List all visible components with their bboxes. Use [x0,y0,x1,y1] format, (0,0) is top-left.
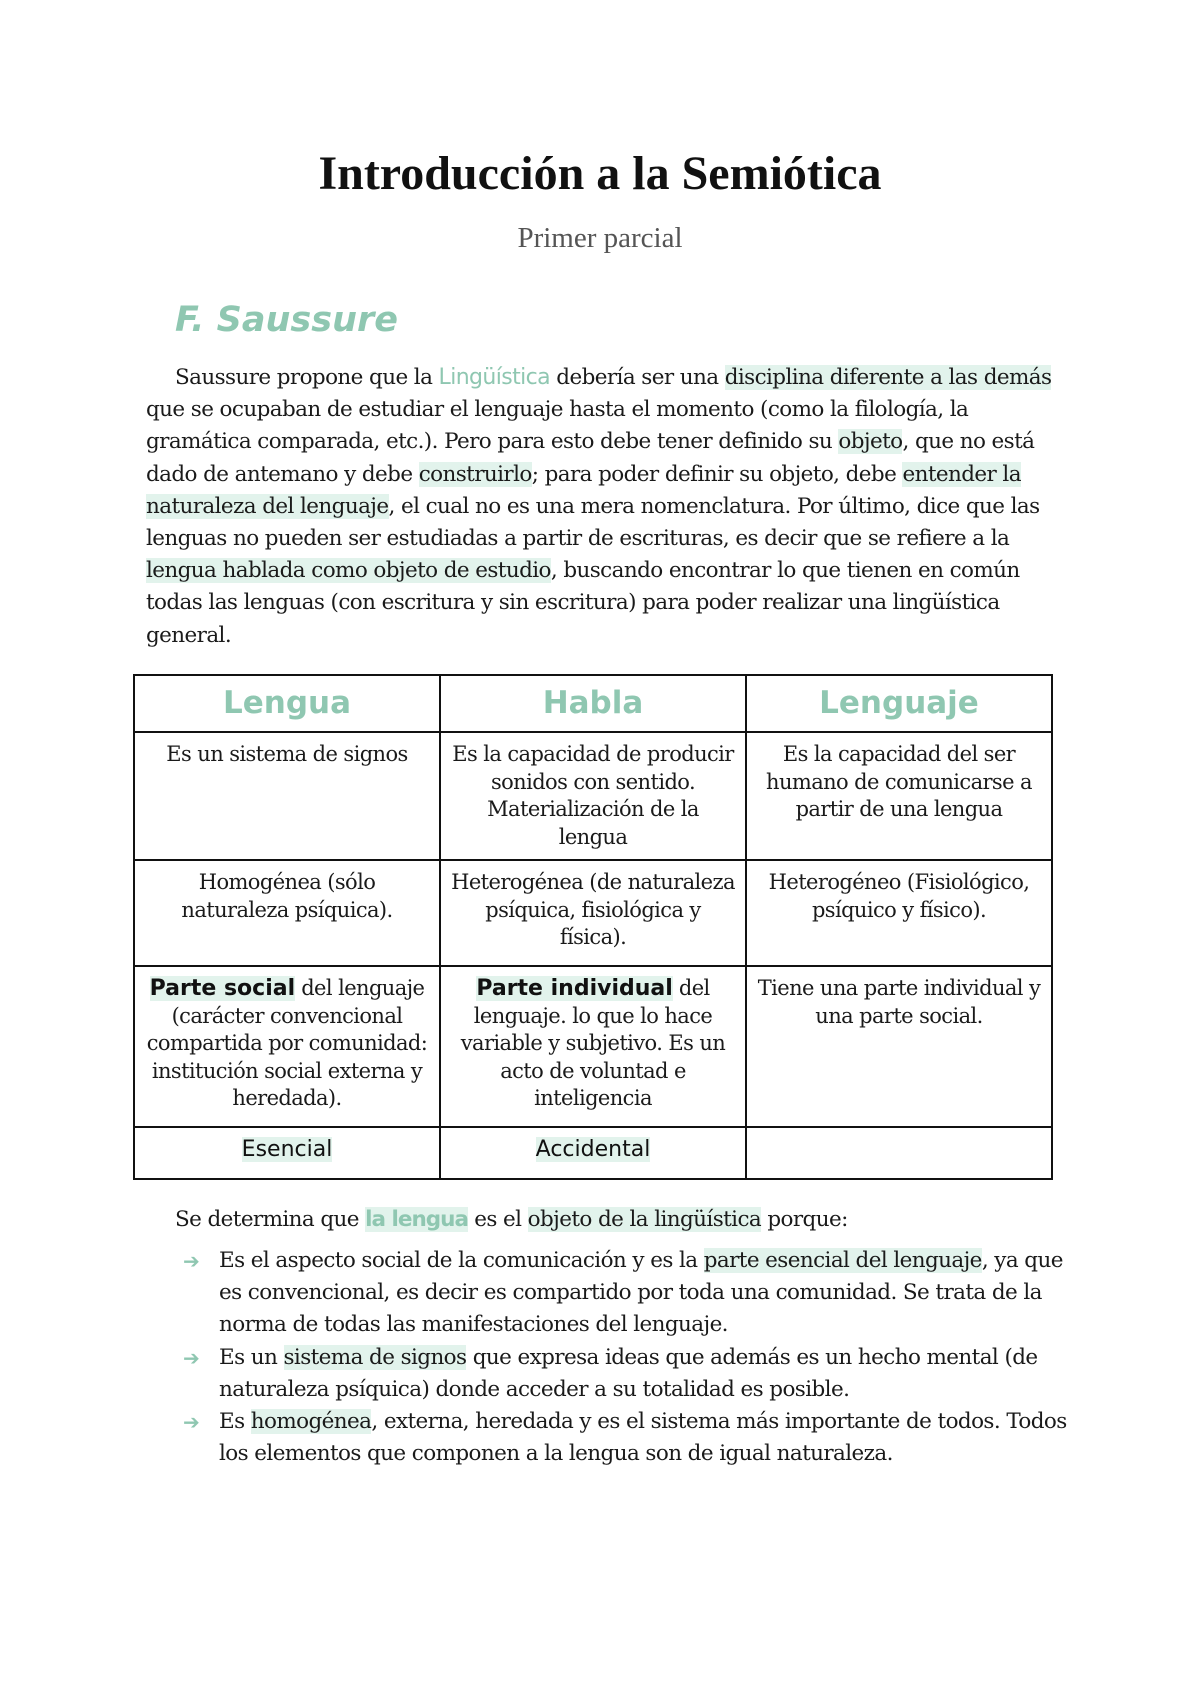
term-linguistica: Lingüística [438,365,551,390]
reasons-list [180,1245,1070,1470]
highlight-accidental: Accidental [535,1137,651,1162]
para-text-7: , buscando encontrar lo que tienen en común todas las lenguas (con escritura y sin escritura) para poder realizar una lingüística general. [146,558,1020,648]
para-text-3: que se ocupaban de estudiar el lenguaje hasta el momento (como la filología, la gramática comparada, etc.). Pero para esto debe tener definido su [146,397,969,455]
para-text-6: , el cual no es una mera nomenclatura. Por último, dice que las lenguas no pueden ser estudiadas a partir de escrituras, es decir que se refiere a la [146,493,1040,552]
highlight-disciplina: disciplina diferente a las demás [724,365,1052,390]
cell-lengua-parte [134,966,440,1127]
section-heading: F. Saussure [175,300,398,340]
cell-habla-naturaleza: Heterogénea (de naturaleza psíquica, fisiológica y física). [440,860,746,966]
table-row [134,860,1052,966]
arrow-right-icon: ➔ [183,1410,200,1435]
cell-text: del lenguaje. lo que lo hace variable y subjetivo. Es un acto de voluntad e inteligencia [460,976,726,1110]
term-la-lengua: la lengua [365,1207,468,1232]
intro-paragraph [146,362,1066,652]
table-header-row [134,675,1052,732]
cell-text: del lenguaje (carácter convencional compartida por comunidad: institución social externa y heredada). [146,976,428,1110]
highlight-parte-individual: Parte individual [476,976,673,1001]
highlight-homogenea: homogénea [250,1409,372,1435]
cell-lengua-naturaleza: Homogénea (sólo naturaleza psíquica). [134,860,440,966]
conclusion-text-2: es el [467,1207,528,1232]
highlight-parte-esencial: parte esencial del lenguaje [703,1248,982,1273]
para-text-2: debería ser una [550,365,725,390]
cell-lenguaje-empty [746,1127,1052,1179]
table-row [134,1127,1052,1179]
comparison-table [133,674,1053,1180]
bullet-text: Es [219,1409,251,1435]
conclusion-line [175,1204,848,1236]
header-habla: Habla [440,675,746,732]
highlight-construirlo: construirlo [418,461,532,487]
bullet-text: Es el aspecto social de la comunicación y es la [219,1248,704,1273]
cell-lengua-definicion: Es un sistema de signos [134,732,440,860]
list-item [180,1245,1070,1342]
arrow-right-icon: ➔ [183,1249,200,1273]
page-title: Introducción a la Semiótica [318,147,882,200]
cell-lengua-esencial [134,1127,440,1179]
cell-lenguaje-definicion: Es la capacidad del ser humano de comunicarse a partir de una lengua [746,732,1052,860]
bullet-text: Es un [219,1344,284,1370]
page-subtitle: Primer parcial [517,222,683,254]
arrow-right-icon: ➔ [183,1345,200,1370]
para-text-1: Saussure propone que la [175,365,439,390]
header-lenguaje: Lenguaje [746,675,1052,732]
list-item [180,1342,1070,1406]
highlight-esencial: Esencial [241,1137,333,1162]
header-lengua: Lengua [134,675,440,732]
cell-habla-accidental [440,1127,746,1179]
cell-lenguaje-parte: Tiene una parte individual y una parte social. [746,966,1052,1127]
list-item [180,1406,1070,1470]
highlight-parte-social: Parte social [149,976,296,1001]
cell-habla-parte [440,966,746,1127]
para-text-5: ; para poder definir su objeto, debe [531,461,903,487]
bullet-text: , ya que es convencional, es decir es compartido por toda una comunidad. Se trata de la norma de todas las manifestaciones del lenguaje. [219,1248,1063,1338]
table-row [134,966,1052,1127]
highlight-lengua-hablada: lengua hablada como objeto de estudio [146,558,551,584]
highlight-sistema-signos: sistema de signos [283,1344,467,1370]
bullet-text: que expresa ideas que además es un hecho mental (de naturaleza psíquica) donde acceder a su totalidad es posible. [219,1344,1038,1402]
table-row [134,732,1052,860]
para-text-4: , que no está dado de antemano y debe [146,429,1035,487]
cell-habla-definicion: Es la capacidad de producir sonidos con sentido. Materialización de la lengua [440,732,746,860]
highlight-naturaleza: entender la naturaleza del lenguaje [146,461,1021,519]
cell-lenguaje-naturaleza: Heterogéneo (Fisiológico, psíquico y físico). [746,860,1052,966]
bullet-text: , externa, heredada y es el sistema más importante de todos. Todos los elementos que componen a la lengua son de igual naturaleza. [219,1409,1067,1467]
conclusion-text-1: Se determina que [175,1207,366,1232]
highlight-objeto: objeto [838,429,903,455]
conclusion-text-3: porque: [761,1207,848,1232]
highlight-objeto-linguistica: objeto de la lingüística [527,1207,762,1232]
